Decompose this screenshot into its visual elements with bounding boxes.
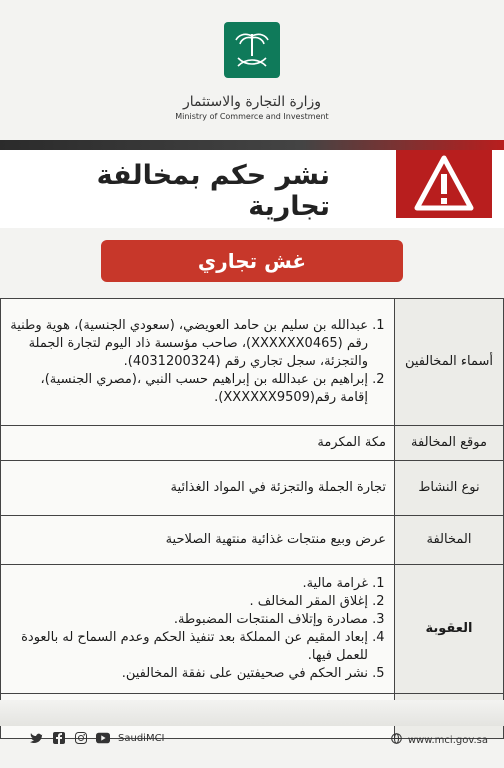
activity-label: نوع النشاط [395, 461, 504, 516]
list-item: 3. مصادرة وإتلاف المنتجات المضبوطة. [9, 611, 368, 629]
footer-divider [0, 700, 504, 726]
location-label: موقع المخالفة [395, 426, 504, 461]
instagram-icon[interactable] [74, 731, 88, 745]
verdict-table [0, 298, 504, 739]
ministry-name-ar: وزارة التجارة والاستثمار [182, 94, 322, 110]
social-links [30, 731, 165, 745]
youtube-icon[interactable] [96, 731, 110, 745]
website-url[interactable]: www.mci.gov.sa [407, 734, 488, 746]
table-row [1, 299, 504, 426]
page-title: نشر حكم بمخالفة تجارية [96, 160, 330, 222]
banner-stripe [0, 140, 504, 150]
table-row [1, 516, 504, 565]
table-row [1, 461, 504, 516]
facebook-icon[interactable] [52, 731, 66, 745]
penalty-label: العقوبة [395, 565, 504, 694]
twitter-icon[interactable] [30, 731, 44, 745]
names-label: أسماء المخالفين [395, 299, 504, 426]
list-item: 1. عبدالله بن سليم بن حامد العويضي، (سعودي الجنسية)، هوية وطنية رقم (XXXXXX0465)، صاحب مؤسسة ذاد اليوم لتجارة الجملة والتجزئة، سجل تجاري رقم (4031200324). [9, 317, 368, 371]
table-row [1, 426, 504, 461]
ministry-name-en: Ministry of Commerce and Investment [175, 112, 329, 121]
palm-swords-emblem-icon [224, 22, 280, 78]
penalty-value [1, 565, 395, 694]
activity-value: تجارة الجملة والتجزئة في المواد الغذائية [1, 461, 395, 516]
list-item: 5. نشر الحكم في صحيفتين على نفقة المخالفين. [9, 665, 368, 683]
violation-label: المخالفة [395, 516, 504, 565]
ministry-logo [0, 22, 504, 78]
social-handle[interactable]: SaudiMCI [118, 732, 165, 744]
list-item: 2. إبراهيم بن عبدالله بن إبراهيم حسب النبي ،(مصري الجنسية)، إقامة رقم(XXXXXX9509). [9, 371, 368, 407]
list-item: 1. غرامة مالية. [9, 575, 368, 593]
violation-value: عرض وبيع منتجات غذائية منتهية الصلاحية [1, 516, 395, 565]
category-badge: غش تجاري [101, 240, 403, 282]
location-value: مكة المكرمة [1, 426, 395, 461]
warning-box [396, 150, 492, 218]
names-value [1, 299, 395, 426]
table-row [1, 565, 504, 694]
list-item: 2. إغلاق المقر المخالف . [9, 593, 368, 611]
list-item: 4. إبعاد المقيم عن المملكة بعد تنفيذ الحكم وعدم السماح له بالعودة للعمل فيها. [9, 629, 368, 665]
globe-icon [391, 733, 402, 747]
website-link[interactable] [391, 733, 488, 747]
warning-triangle-icon [413, 154, 475, 214]
